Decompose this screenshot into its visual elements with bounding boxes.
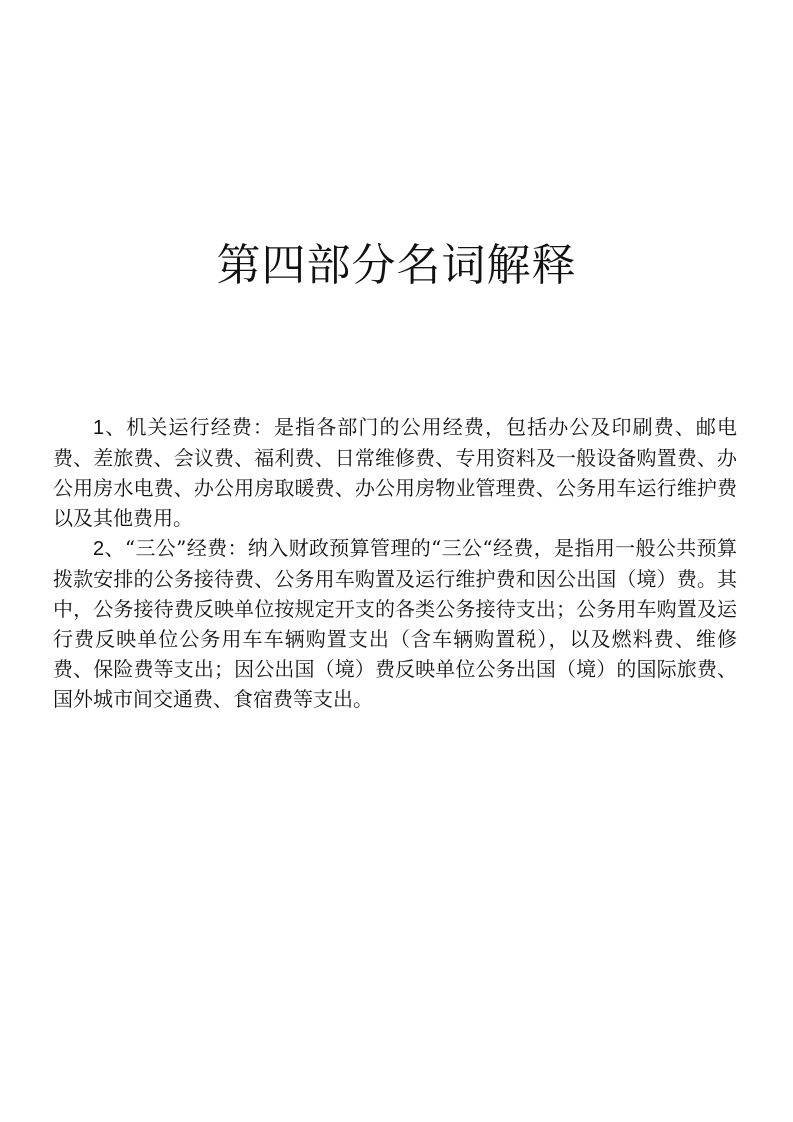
document-body [53, 412, 737, 714]
paragraph-2 [53, 533, 737, 714]
paragraph-text: “三公”经费：纳入财政预算管理的“三公“经费，是指用一般公共预算拨款安排的公务接待费、公务用车购置及运行维护费和因公出国（境）费。其中，公务接待费反映单位按规定开支的各类公务接待支出；公务用车购置及运行费反映单位公务用车车辆购置支出（含车辆购置税），以及燃料费、维修费、保险费等支出；因公出国（境）费反映单位公务出国（境）的国际旅费、国外城市间交通费、食宿费等支出。 [53, 536, 738, 711]
paragraph-number: 2、 [93, 538, 125, 560]
paragraph-number: 1、 [93, 417, 127, 439]
paragraph-text: 机关运行经费：是指各部门的公用经费，包括办公及印刷费、邮电费、差旅费、会议费、福利费、日常维修费、专用资料及一般设备购置费、办公用房水电费、办公用房取暖费、办公用房物业管理费、公务用车运行维护费以及其他费用。 [53, 415, 738, 530]
page-title: 第四部分名词解释 [216, 240, 577, 291]
paragraph-1 [53, 412, 737, 533]
